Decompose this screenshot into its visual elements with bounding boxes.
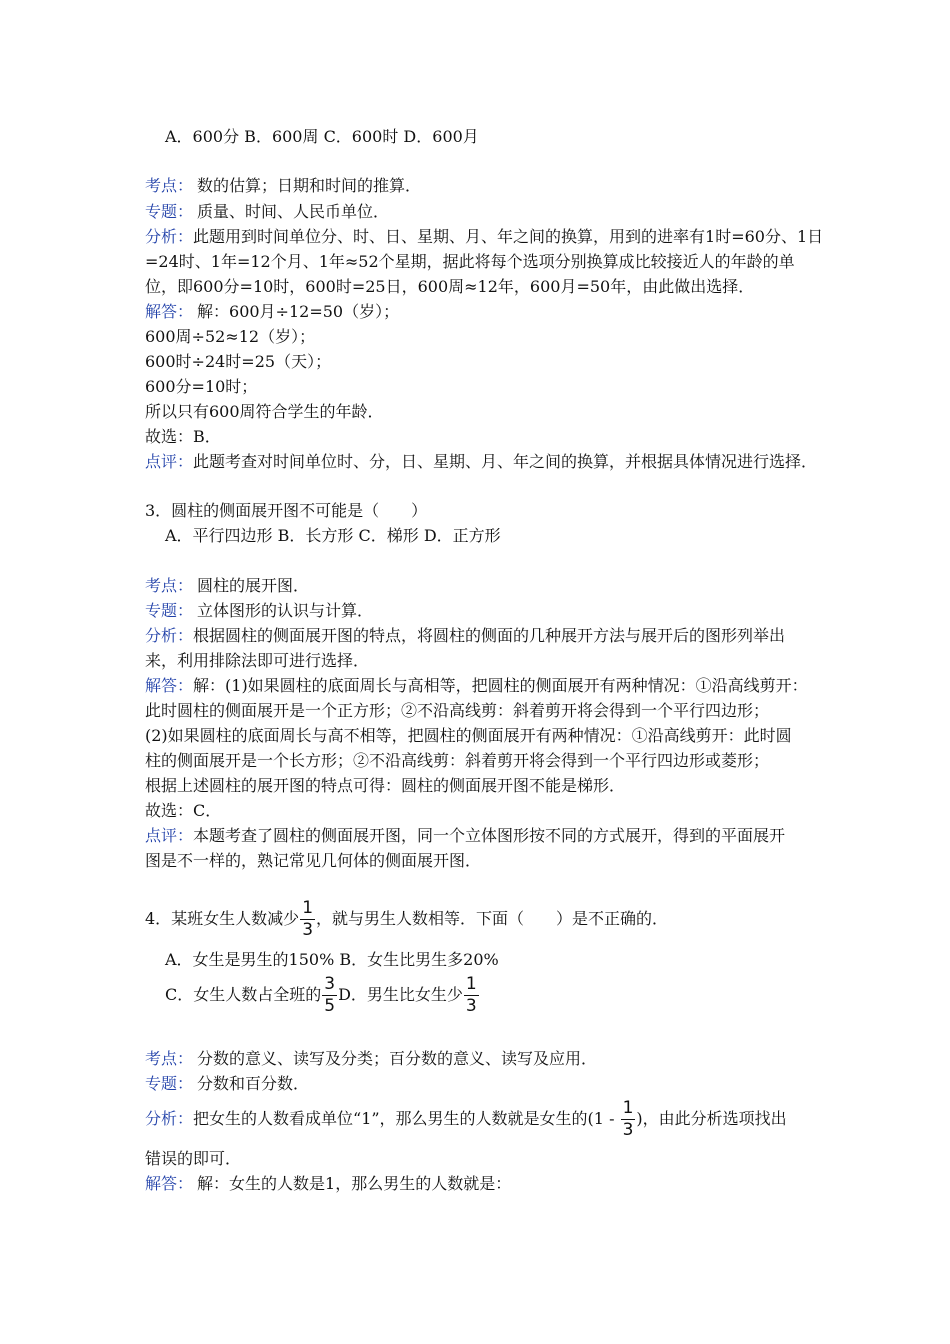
kaodian-text: 圆柱的展开图． [197,576,310,595]
fenxi-label: 分析： [145,1109,194,1128]
q4-options-ab: A．女生是男生的150% B．女生比男生多20% [165,950,499,969]
fraction-numerator: 1 [622,1098,634,1118]
q4-zhuanti [145,1076,309,1092]
dianping-label: 点评： [145,826,194,845]
q3-jieda-line: (2)如果圆柱的底面周长与高不相等，把圆柱的侧面展开有两种情况：①沿高线剪开：此时圆 [145,726,792,745]
fenxi-line: 根据圆柱的侧面展开图的特点，将圆柱的侧面的几种展开方法与展开后的图形列举出 [193,626,786,645]
q3-dianping-line: 图是不一样的，熟记常见几何体的侧面展开图． [145,851,482,870]
q4-option-c: C．女生人数占全班的 [165,985,322,1004]
fenxi-label: 分析： [145,626,194,645]
fraction-denominator: 3 [302,920,314,940]
q3-fenxi [145,628,785,644]
q4-fenxi [145,1100,787,1139]
q2-jieda-line: 所以只有600周符合学生的年龄． [145,402,384,421]
q4-option-d: D．男生比女生少 [338,985,463,1004]
jieda-line: 解：(1)如果圆柱的底面周长与高相等，把圆柱的侧面展开有两种情况：①沿高线剪开： [193,676,808,695]
kaodian-label: 考点： [145,176,194,195]
fenxi-text: 把女生的人数看成单位“1”，那么男生的人数就是女生的(1 - [193,1109,620,1128]
q4-fenxi-line: 错误的即可． [145,1149,242,1168]
q3-kaodian [145,578,309,594]
kaodian-label: 考点： [145,1049,194,1068]
q2-jieda [145,304,399,320]
q2-zhuanti [145,204,389,220]
fraction-denominator: 3 [465,996,477,1016]
kaodian-label: 考点： [145,576,194,595]
fenxi-label: 分析： [145,227,194,246]
q3-fenxi-line: 来，利用排除法即可进行选择． [145,651,370,670]
zhuanti-text: 立体图形的认识与计算． [197,601,374,620]
fraction-one-third [464,976,479,1015]
q2-answer: 故选：B． [145,427,221,446]
fraction-one-third [621,1100,636,1139]
q3-answer: 故选：C． [145,801,222,820]
q3-options: A．平行四边形 B．长方形 C．梯形 D．正方形 [165,526,501,545]
zhuanti-label: 专题： [145,601,194,620]
q3-stem: 3．圆柱的侧面展开图不可能是（ ） [145,501,428,520]
q2-options: A．600分 B．600周 C．600时 D．600月 [165,127,479,146]
q4-jieda [145,1176,511,1192]
fenxi-line: 此题用到时间单位分、时、日、星期、月、年之间的换算，用到的进率有1时=60分、1日 [193,227,824,246]
q2-kaodian [145,178,421,194]
jieda-label: 解答： [145,1174,194,1193]
fraction-three-fifths [322,976,337,1015]
q4-stem-end: ，就与男生人数相等．下面（ ）是不正确的． [316,909,669,928]
jieda-label: 解答： [145,676,194,695]
fraction-denominator: 5 [324,996,336,1016]
fraction-numerator: 3 [324,974,336,994]
fenxi-text-end: )，由此分析选项找出 [636,1109,787,1128]
zhuanti-label: 专题： [145,1074,194,1093]
zhuanti-text: 质量、时间、人民币单位． [197,202,390,221]
jieda-line: 解：600月÷12=50（岁）； [197,302,400,321]
q4-kaodian [145,1051,597,1067]
q2-fenxi [145,229,823,245]
kaodian-text: 分数的意义、读写及分类；百分数的意义、读写及应用． [197,1049,598,1068]
zhuanti-label: 专题： [145,202,194,221]
dianping-text: 本题考查了圆柱的侧面展开图，同一个立体图形按不同的方式展开，得到的平面展开 [193,826,786,845]
fraction-one-third [300,900,315,939]
fraction-numerator: 1 [465,974,477,994]
dianping-text: 此题考查对时间单位时、分，日、星期、月、年之间的换算，并根据具体情况进行选择． [193,452,818,471]
q3-jieda-line: 根据上述圆柱的展开图的特点可得：圆柱的侧面展开图不能是梯形． [145,776,626,795]
q3-zhuanti [145,603,373,619]
q4-options-cd [165,976,480,1015]
q2-jieda-line: 600周÷52≈12（岁）； [145,327,316,346]
q3-jieda-line: 此时圆柱的侧面展开是一个正方形；②不沿高线剪：斜着剪开将会得到一个平行四边形； [145,701,770,720]
zhuanti-text: 分数和百分数． [197,1074,310,1093]
q4-stem [145,900,668,939]
fraction-denominator: 3 [622,1120,634,1140]
jieda-label: 解答： [145,302,194,321]
q3-jieda [145,678,808,694]
dianping-label: 点评： [145,452,194,471]
q2-fenxi-line: =24时、1年=12个月、1年≈52个星期，据此将每个选项分别换算成比较接近人的年龄的单 [145,252,795,271]
q3-dianping [145,828,785,844]
q2-jieda-line: 600时÷24时=25（天）； [145,352,332,371]
fraction-numerator: 1 [302,898,314,918]
kaodian-text: 数的估算；日期和时间的推算． [197,176,422,195]
q3-jieda-line: 柱的侧面展开是一个长方形；②不沿高线剪：斜着剪开将会得到一个平行四边形或菱形； [145,751,770,770]
q2-jieda-line: 600分=10时； [145,377,258,396]
q4-stem-start: 4．某班女生人数减少 [145,909,300,928]
q2-fenxi-line: 位，即600分=10时，600时=25日，600周≈12年，600月=50年，由此做出选择． [145,277,755,296]
q2-dianping [145,454,817,470]
jieda-text: 解：女生的人数是1，那么男生的人数就是： [197,1174,512,1193]
